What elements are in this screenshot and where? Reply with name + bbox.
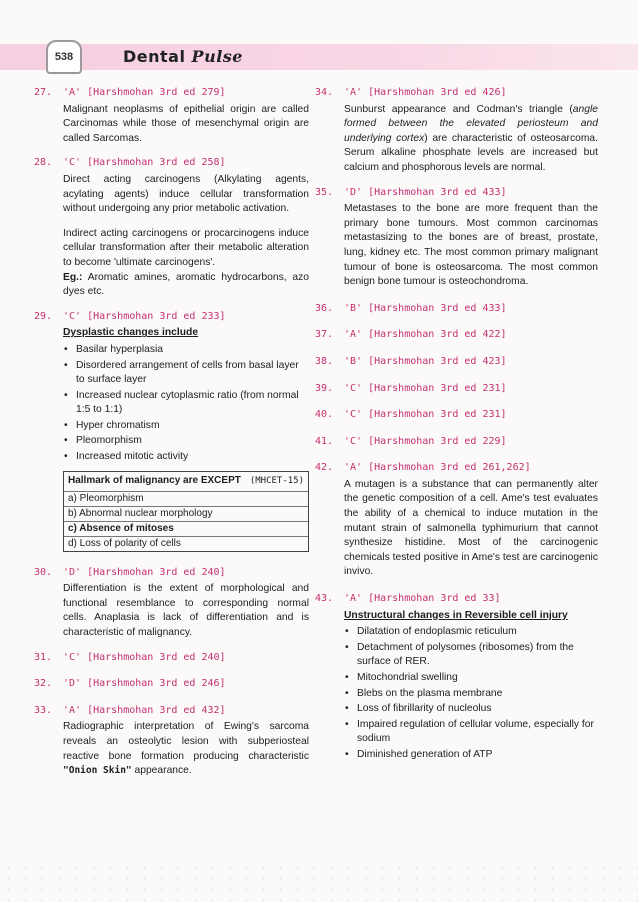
answer-key: 'A' [Harshmohan 3rd ed 279] [63, 87, 226, 98]
answer-key: 'D' [Harshmohan 3rd ed 240] [63, 566, 226, 578]
explanation: Malignant neoplasms of epithelial origin are called Carcinomas while those of mesenchymal origin are called Sarcomas. [63, 103, 309, 144]
mcq-box [63, 471, 309, 552]
bottom-speckle [0, 862, 638, 902]
journal-title [123, 47, 243, 66]
example-text: Aromatic amines, aromatic hydrocarbons, azo dyes etc. [63, 271, 309, 298]
answer-key: 'A' [Harshmohan 3rd ed 261,262] [344, 462, 531, 474]
question-number: 33. [34, 704, 53, 716]
answer-32 [34, 677, 309, 692]
question-number: 43. [315, 593, 334, 605]
answer-29 [34, 310, 309, 465]
explanation-text: appearance. [131, 765, 192, 777]
subheading: Unstructural changes in Reversible cell injury [344, 609, 568, 621]
question-number: 34. [315, 87, 334, 98]
answer-43 [315, 592, 598, 763]
question-number: 29. [34, 310, 53, 322]
right-column [315, 86, 598, 773]
list-item: • Impaired regulation of cellular volume, especially for sodium [344, 718, 598, 747]
header-band [0, 44, 638, 70]
mcq-option: d) Loss of polarity of cells [64, 536, 308, 551]
answer-key: 'B' [Harshmohan 3rd ed 433] [344, 302, 507, 314]
question-number: 39. [315, 382, 334, 394]
example-label: Eg.: [63, 271, 83, 283]
question-number: 32. [34, 678, 53, 690]
explanation: Direct acting carcinogens (Alkylating agents, acylating agents) induce cellular transformation without undergoing any prior metabolic activation. [63, 173, 309, 215]
subheading: Dysplastic changes include [63, 327, 199, 339]
answer-38 [315, 355, 598, 370]
answer-key: 'B' [Harshmohan 3rd ed 423] [344, 355, 507, 367]
list-item: • Pleomorphism [63, 434, 309, 449]
list-item: • Loss of fibrillarity of nucleolus [344, 702, 598, 717]
list-item: • Blebs on the plasma membrane [344, 687, 598, 702]
explanation [63, 720, 309, 778]
list-item: • Diminished generation of ATP [344, 748, 598, 763]
question-number: 40. [315, 409, 334, 421]
answer-42 [315, 461, 598, 580]
list-item: • Dilatation of endoplasmic reticulum [344, 625, 598, 640]
answer-30 [34, 566, 309, 641]
mcq-source: (MHCET-15) [249, 475, 304, 486]
list-item: • Increased mitotic activity [63, 450, 309, 465]
question-number: 36. [315, 302, 334, 314]
answer-key: 'C' [Harshmohan 3rd ed 231] [344, 409, 507, 421]
answer-key: 'A' [Harshmohan 3rd ed 33] [344, 593, 501, 605]
explanation-text: Sunburst appearance and Codman's triangle ( [344, 103, 573, 115]
explanation [344, 103, 598, 176]
answer-key: 'A' [Harshmohan 3rd ed 432] [63, 704, 226, 716]
list-item: • Increased nuclear cytoplasmic ratio (from normal 1:5 to 1:1) [63, 389, 309, 418]
list-item: • Detachment of polysomes (ribosomes) from the surface of RER. [344, 641, 598, 670]
question-number: 38. [315, 355, 334, 367]
italic-definition: angle formed between the elevated periosteum and underlying cortex [344, 103, 598, 144]
answer-34 [315, 86, 598, 176]
question-number: 42. [315, 462, 334, 474]
journal-title-word2: Pulse [191, 47, 243, 66]
bullet-list [344, 625, 598, 762]
question-number: 30. [34, 566, 53, 578]
mcq-option-correct: c) Absence of mitoses [64, 521, 308, 536]
answer-35 [315, 186, 598, 290]
explanation: A mutagen is a substance that can permanently alter the genetic composition of a cell. Ame's test evaluates the ability of a chemical to induce mutation in the mutant strain of salmonella typhimurium that cannot synthesize histidine. Most of the carcinogenic chemicals tested positive in Ame's test are carcinogenic invivo. [344, 478, 598, 578]
answer-key: 'C' [Harshmohan 3rd ed 240] [63, 651, 226, 663]
journal-title-word1: Dental [123, 47, 186, 66]
answer-key: 'D' [Harshmohan 3rd ed 246] [63, 678, 226, 690]
explanation: Differentiation is the extent of morphological and functional resemblance to corresponding normal cells. Anaplasia is lack of differentiation and is characteristic of malignancy. [63, 583, 309, 639]
explanation-text: ) are characteristic of osteosarcoma. Serum alkaline phosphate levels are increased but calcium and phosphorous levels are normal. [344, 132, 599, 173]
explanation-text: Radiographic interpretation of Ewing's sarcoma reveals an osteolytic lesion with subperiosteal reactive bone formation producing characteristic [63, 721, 309, 762]
question-number: 35. [315, 186, 334, 198]
bullet-list [63, 343, 309, 465]
list-item: • Basilar hyperplasia [63, 343, 309, 358]
answer-key: 'C' [Harshmohan 3rd ed 231] [344, 382, 507, 394]
page-number-text: 538 [54, 51, 74, 63]
answer-33 [34, 704, 309, 779]
answer-40 [315, 408, 598, 423]
answer-key: 'D' [Harshmohan 3rd ed 433] [344, 186, 507, 198]
answer-key: 'C' [Harshmohan 3rd ed 229] [344, 435, 507, 447]
answer-key: 'C' [Harshmohan 3rd ed 233] [63, 310, 226, 322]
list-item: • Disordered arrangement of cells from basal layer to surface layer [63, 359, 309, 388]
answer-key: 'C' [Harshmohan 3rd ed 258] [63, 157, 226, 169]
answer-key: 'A' [Harshmohan 3rd ed 422] [344, 329, 507, 341]
question-number: 27. [34, 87, 53, 98]
mcq-option: b) Abnormal nuclear morphology [64, 506, 308, 521]
mcq-box-header [64, 472, 308, 491]
list-item: • Hyper chromatism [63, 419, 309, 434]
explanation [63, 227, 309, 300]
explanation: Metastases to the bone are more frequent than the primary bone tumours. Most common carcinomas metastasizing to the bones are of breast, prostate, lung, kidney etc. The most common primary malignant tumour of bone is osteosarcoma. The most common benign bone tumour is osteochondroma. [344, 203, 598, 288]
explanation-text: Indirect acting carcinogens or procarcinogens induce cellular transformation after their metabolic alteration to become 'ultimate carcinogens'. [63, 227, 309, 268]
answer-31 [34, 651, 309, 666]
mcq-question: Hallmark of malignancy are EXCEPT [68, 474, 241, 486]
answer-39 [315, 382, 598, 397]
answer-key: 'A' [Harshmohan 3rd ed 426] [344, 87, 507, 98]
question-number: 31. [34, 651, 53, 663]
question-number: 41. [315, 435, 334, 447]
answer-28 [34, 156, 309, 299]
answer-37 [315, 328, 598, 343]
mcq-option: a) Pleomorphism [64, 491, 308, 506]
question-number: 37. [315, 329, 334, 341]
answer-36 [315, 302, 598, 317]
quoted-term: "Onion Skin" [63, 765, 132, 777]
list-item: • Mitochondrial swelling [344, 671, 598, 686]
question-number: 28. [34, 157, 53, 169]
answer-27 [34, 86, 309, 146]
left-column [34, 86, 309, 789]
answer-41 [315, 435, 598, 450]
page-number [46, 40, 82, 74]
